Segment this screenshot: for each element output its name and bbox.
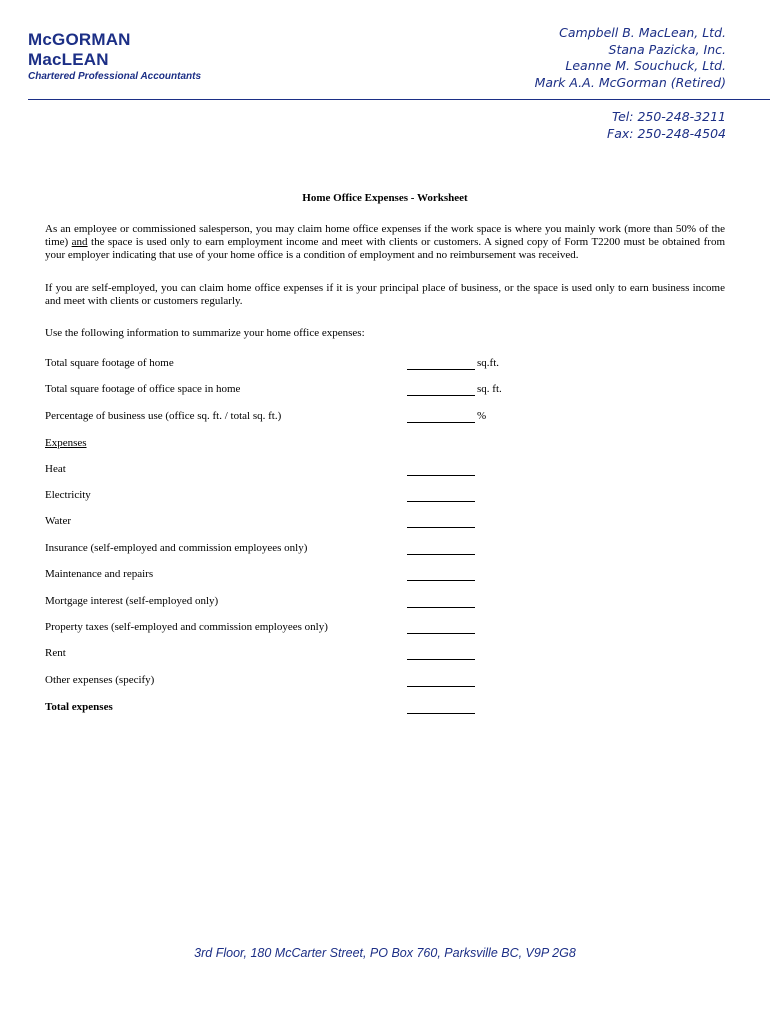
expense-label-maintenance: Maintenance and repairs bbox=[45, 568, 154, 580]
expenses-heading: Expenses bbox=[45, 437, 87, 449]
office-sqft-field[interactable] bbox=[407, 383, 475, 396]
paragraph-text: the space is used only to earn employment income and meet with clients or customers. A signed copy of Form T2200 must be obtained from your employer indicating that use of your home office is a condition of employment and no reimbursement was received. bbox=[45, 236, 726, 261]
header-divider bbox=[28, 99, 770, 100]
business-use-percent-field[interactable] bbox=[407, 410, 475, 423]
total-expenses-label: Total expenses bbox=[45, 701, 113, 713]
other-expenses-field[interactable] bbox=[407, 674, 475, 687]
electricity-field[interactable] bbox=[407, 489, 475, 502]
partner-name: Mark A.A. McGorman (Retired) bbox=[534, 74, 726, 90]
maintenance-field[interactable] bbox=[407, 568, 475, 581]
property-taxes-field[interactable] bbox=[407, 621, 475, 634]
firm-logo bbox=[28, 30, 201, 83]
logo-line-1: McGORMAN bbox=[28, 30, 131, 49]
partner-name: Leanne M. Souchuck, Ltd. bbox=[565, 58, 726, 73]
expense-label-property-taxes: Property taxes (self-employed and commission employees only) bbox=[45, 621, 328, 633]
contact-info bbox=[607, 108, 726, 142]
expense-label-insurance: Insurance (self-employed and commission employees only) bbox=[45, 542, 308, 554]
logo-tagline: Chartered Professional Accountants bbox=[28, 71, 202, 82]
instruction-paragraph: Use the following information to summarize your home office expenses: bbox=[45, 327, 365, 339]
partner-name: Campbell B. MacLean, Ltd. bbox=[559, 25, 726, 40]
logo-line-2: MacLEAN bbox=[28, 50, 109, 69]
underlined-word: and bbox=[71, 236, 88, 248]
measure-label-business-use: Percentage of business use (office sq. ft. / total sq. ft.) bbox=[45, 410, 282, 422]
expense-label-rent: Rent bbox=[45, 647, 66, 659]
self-employed-paragraph: If you are self-employed, you can claim home office expenses if it is your principal place of business, or the space is used only to earn business income and meet with clients or customers regularly. bbox=[45, 282, 725, 307]
insurance-field[interactable] bbox=[407, 542, 475, 555]
office-address: 3rd Floor, 180 McCarter Street, PO Box 760, Parksville BC, V9P 2G8 bbox=[194, 946, 576, 960]
home-sqft-field[interactable] bbox=[407, 357, 475, 370]
heat-field[interactable] bbox=[407, 463, 475, 476]
telephone: Tel: 250-248-3211 bbox=[612, 109, 726, 124]
expense-label-electricity: Electricity bbox=[45, 489, 91, 501]
partner-list bbox=[535, 25, 726, 91]
expense-label-water: Water bbox=[45, 515, 71, 527]
expense-label-mortgage-interest: Mortgage interest (self-employed only) bbox=[45, 595, 219, 607]
mortgage-interest-field[interactable] bbox=[407, 595, 475, 608]
unit-label: sq.ft. bbox=[477, 357, 499, 369]
expense-label-heat: Heat bbox=[45, 463, 66, 475]
partner-name: Stana Pazicka, Inc. bbox=[608, 41, 726, 57]
measure-label-home-sqft: Total square footage of home bbox=[45, 357, 174, 369]
fax: Fax: 250-248-4504 bbox=[607, 126, 726, 141]
worksheet-title: Home Office Expenses - Worksheet bbox=[302, 192, 468, 204]
rent-field[interactable] bbox=[407, 647, 475, 660]
total-expenses-field[interactable] bbox=[407, 701, 475, 714]
unit-label: % bbox=[477, 410, 487, 422]
expense-label-other: Other expenses (specify) bbox=[45, 674, 155, 686]
measure-label-office-sqft: Total square footage of office space in home bbox=[45, 383, 241, 395]
water-field[interactable] bbox=[407, 515, 475, 528]
employee-paragraph bbox=[45, 223, 725, 262]
paragraph-text: As an employee or commissioned salesperson, you may claim home office expenses if the work space is where you mainly work (more than 50% of the time) bbox=[45, 223, 725, 248]
unit-label: sq. ft. bbox=[477, 383, 502, 395]
